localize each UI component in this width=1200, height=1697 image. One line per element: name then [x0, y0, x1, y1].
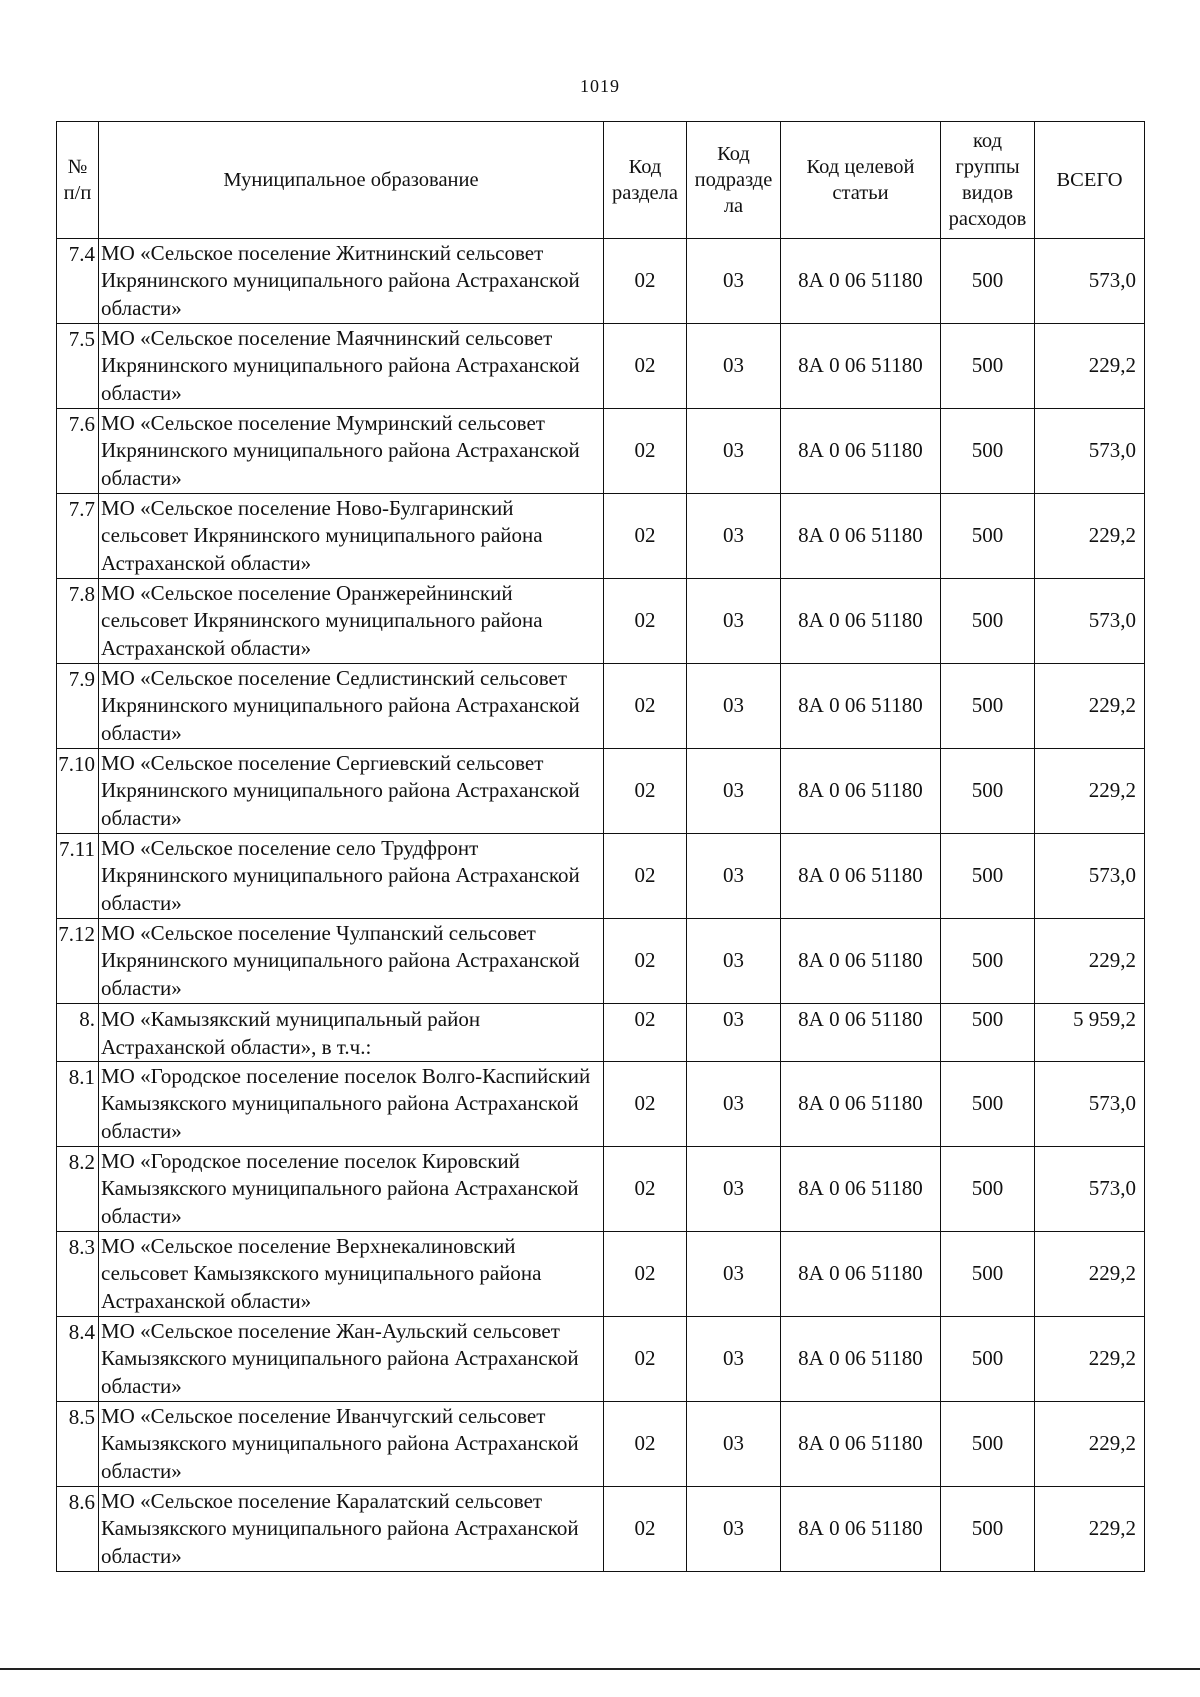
row-total: 229,2	[1035, 324, 1145, 409]
row-target-code: 8А 0 06 51180	[781, 664, 941, 749]
row-target-code: 8А 0 06 51180	[781, 1487, 941, 1572]
table-row	[57, 239, 1145, 324]
table-row	[57, 1147, 1145, 1232]
row-group-code: 500	[941, 664, 1035, 749]
row-total: 229,2	[1035, 1317, 1145, 1402]
table-row	[57, 1232, 1145, 1317]
row-section-code: 02	[604, 1147, 687, 1232]
row-group-code: 500	[941, 749, 1035, 834]
row-total: 573,0	[1035, 1062, 1145, 1147]
row-name: МО «Сельское поселение Ново-Булгаринский сельсовет Икрянинского муниципального района Астраханской области»	[99, 494, 604, 579]
row-subsection-code: 03	[687, 1004, 781, 1062]
row-number: 7.9	[57, 664, 99, 749]
row-target-code: 8А 0 06 51180	[781, 409, 941, 494]
row-group-code: 500	[941, 1487, 1035, 1572]
row-number: 7.8	[57, 579, 99, 664]
row-name: МО «Городское поселение поселок Волго-Каспийский Камызякского муниципального района Астраханской области»	[99, 1062, 604, 1147]
header-num: № п/п	[57, 122, 99, 239]
row-name: МО «Сельское поселение Сергиевский сельсовет Икрянинского муниципального района Астраханской области»	[99, 749, 604, 834]
row-group-code: 500	[941, 1004, 1035, 1062]
row-total: 573,0	[1035, 239, 1145, 324]
header-section: Код раздела	[604, 122, 687, 239]
row-total: 229,2	[1035, 1402, 1145, 1487]
row-total: 229,2	[1035, 1232, 1145, 1317]
row-section-code: 02	[604, 1062, 687, 1147]
row-subsection-code: 03	[687, 1402, 781, 1487]
header-subsection: Код подразде ла	[687, 122, 781, 239]
row-target-code: 8А 0 06 51180	[781, 1062, 941, 1147]
row-target-code: 8А 0 06 51180	[781, 919, 941, 1004]
table-row	[57, 409, 1145, 494]
row-subsection-code: 03	[687, 834, 781, 919]
row-name: МО «Сельское поселение Чулпанский сельсовет Икрянинского муниципального района Астраханской области»	[99, 919, 604, 1004]
table-row	[57, 1062, 1145, 1147]
row-number: 8.6	[57, 1487, 99, 1572]
row-total: 573,0	[1035, 834, 1145, 919]
bottom-rule	[0, 1668, 1200, 1670]
row-total: 573,0	[1035, 579, 1145, 664]
table-row	[57, 494, 1145, 579]
row-number: 8.2	[57, 1147, 99, 1232]
row-target-code: 8А 0 06 51180	[781, 1147, 941, 1232]
row-group-code: 500	[941, 239, 1035, 324]
row-number: 7.7	[57, 494, 99, 579]
row-group-code: 500	[941, 1402, 1035, 1487]
row-target-code: 8А 0 06 51180	[781, 1317, 941, 1402]
header-name: Муниципальное образование	[99, 122, 604, 239]
row-target-code: 8А 0 06 51180	[781, 1004, 941, 1062]
row-section-code: 02	[604, 579, 687, 664]
table-row	[57, 1317, 1145, 1402]
header-total: ВСЕГО	[1035, 122, 1145, 239]
row-target-code: 8А 0 06 51180	[781, 1232, 941, 1317]
header-group: код группы видов расходов	[941, 122, 1035, 239]
row-section-code: 02	[604, 494, 687, 579]
row-subsection-code: 03	[687, 324, 781, 409]
row-section-code: 02	[604, 1004, 687, 1062]
row-name: МО «Сельское поселение Жан-Аульский сельсовет Камызякского муниципального района Астраханской области»	[99, 1317, 604, 1402]
row-name: МО «Сельское поселение Седлистинский сельсовет Икрянинского муниципального района Астраханской области»	[99, 664, 604, 749]
row-number: 7.5	[57, 324, 99, 409]
row-name: МО «Сельское поселение Иванчугский сельсовет Камызякского муниципального района Астраханской области»	[99, 1402, 604, 1487]
row-total: 229,2	[1035, 749, 1145, 834]
row-section-code: 02	[604, 239, 687, 324]
row-name: МО «Сельское поселение Мумринский сельсовет Икрянинского муниципального района Астраханской области»	[99, 409, 604, 494]
row-target-code: 8А 0 06 51180	[781, 1402, 941, 1487]
table-row	[57, 324, 1145, 409]
row-subsection-code: 03	[687, 409, 781, 494]
row-number: 7.6	[57, 409, 99, 494]
row-target-code: 8А 0 06 51180	[781, 324, 941, 409]
table-row	[57, 579, 1145, 664]
row-section-code: 02	[604, 1232, 687, 1317]
row-number: 8.1	[57, 1062, 99, 1147]
row-group-code: 500	[941, 834, 1035, 919]
row-section-code: 02	[604, 919, 687, 1004]
row-total: 229,2	[1035, 664, 1145, 749]
row-number: 7.10	[57, 749, 99, 834]
row-subsection-code: 03	[687, 239, 781, 324]
row-group-code: 500	[941, 1147, 1035, 1232]
row-number: 8.3	[57, 1232, 99, 1317]
page-number: 1019	[580, 76, 620, 96]
row-number: 7.12	[57, 919, 99, 1004]
row-name: МО «Сельское поселение село Трудфронт Икрянинского муниципального района Астраханской области»	[99, 834, 604, 919]
row-target-code: 8А 0 06 51180	[781, 494, 941, 579]
row-group-code: 500	[941, 324, 1035, 409]
row-number: 7.4	[57, 239, 99, 324]
header-target: Код целевой статьи	[781, 122, 941, 239]
row-section-code: 02	[604, 749, 687, 834]
row-subsection-code: 03	[687, 1147, 781, 1232]
table-row	[57, 1487, 1145, 1572]
row-section-code: 02	[604, 664, 687, 749]
row-subsection-code: 03	[687, 579, 781, 664]
row-total: 5 959,2	[1035, 1004, 1145, 1062]
row-subsection-code: 03	[687, 664, 781, 749]
row-section-code: 02	[604, 1487, 687, 1572]
row-group-code: 500	[941, 579, 1035, 664]
row-name: МО «Сельское поселение Житнинский сельсовет Икрянинского муниципального района Астраханской области»	[99, 239, 604, 324]
row-target-code: 8А 0 06 51180	[781, 834, 941, 919]
row-name: МО «Камызякский муниципальный район Астраханской области», в т.ч.:	[99, 1004, 604, 1062]
table-row	[57, 919, 1145, 1004]
table-row	[57, 664, 1145, 749]
row-target-code: 8А 0 06 51180	[781, 749, 941, 834]
row-section-code: 02	[604, 324, 687, 409]
row-name: МО «Сельское поселение Маячнинский сельсовет Икрянинского муниципального района Астраханской области»	[99, 324, 604, 409]
row-name: МО «Сельское поселение Верхнекалиновский сельсовет Камызякского муниципального района Астраханской области»	[99, 1232, 604, 1317]
row-target-code: 8А 0 06 51180	[781, 579, 941, 664]
row-group-code: 500	[941, 1062, 1035, 1147]
row-total: 573,0	[1035, 409, 1145, 494]
row-subsection-code: 03	[687, 1232, 781, 1317]
row-number: 8.5	[57, 1402, 99, 1487]
table-body	[57, 239, 1145, 1572]
row-total: 229,2	[1035, 1487, 1145, 1572]
row-section-code: 02	[604, 409, 687, 494]
row-name: МО «Городское поселение поселок Кировский Камызякского муниципального района Астраханской области»	[99, 1147, 604, 1232]
table-row	[57, 1402, 1145, 1487]
row-section-code: 02	[604, 834, 687, 919]
row-subsection-code: 03	[687, 494, 781, 579]
row-subsection-code: 03	[687, 1317, 781, 1402]
row-group-code: 500	[941, 1232, 1035, 1317]
row-section-code: 02	[604, 1402, 687, 1487]
budget-table	[56, 121, 1145, 1572]
row-subsection-code: 03	[687, 1487, 781, 1572]
row-target-code: 8А 0 06 51180	[781, 239, 941, 324]
table-row	[57, 834, 1145, 919]
row-section-code: 02	[604, 1317, 687, 1402]
row-group-code: 500	[941, 919, 1035, 1004]
row-number: 8.4	[57, 1317, 99, 1402]
row-total: 229,2	[1035, 919, 1145, 1004]
row-group-code: 500	[941, 494, 1035, 579]
table-header-row	[57, 122, 1145, 239]
row-group-code: 500	[941, 409, 1035, 494]
row-subsection-code: 03	[687, 1062, 781, 1147]
row-total: 229,2	[1035, 494, 1145, 579]
row-name: МО «Сельское поселение Оранжерейнинский сельсовет Икрянинского муниципального района Астраханской области»	[99, 579, 604, 664]
table-row	[57, 749, 1145, 834]
row-name: МО «Сельское поселение Каралатский сельсовет Камызякского муниципального района Астраханской области»	[99, 1487, 604, 1572]
row-subsection-code: 03	[687, 919, 781, 1004]
row-group-code: 500	[941, 1317, 1035, 1402]
row-subsection-code: 03	[687, 749, 781, 834]
row-number: 8.	[57, 1004, 99, 1062]
row-number: 7.11	[57, 834, 99, 919]
row-total: 573,0	[1035, 1147, 1145, 1232]
table-row	[57, 1004, 1145, 1062]
